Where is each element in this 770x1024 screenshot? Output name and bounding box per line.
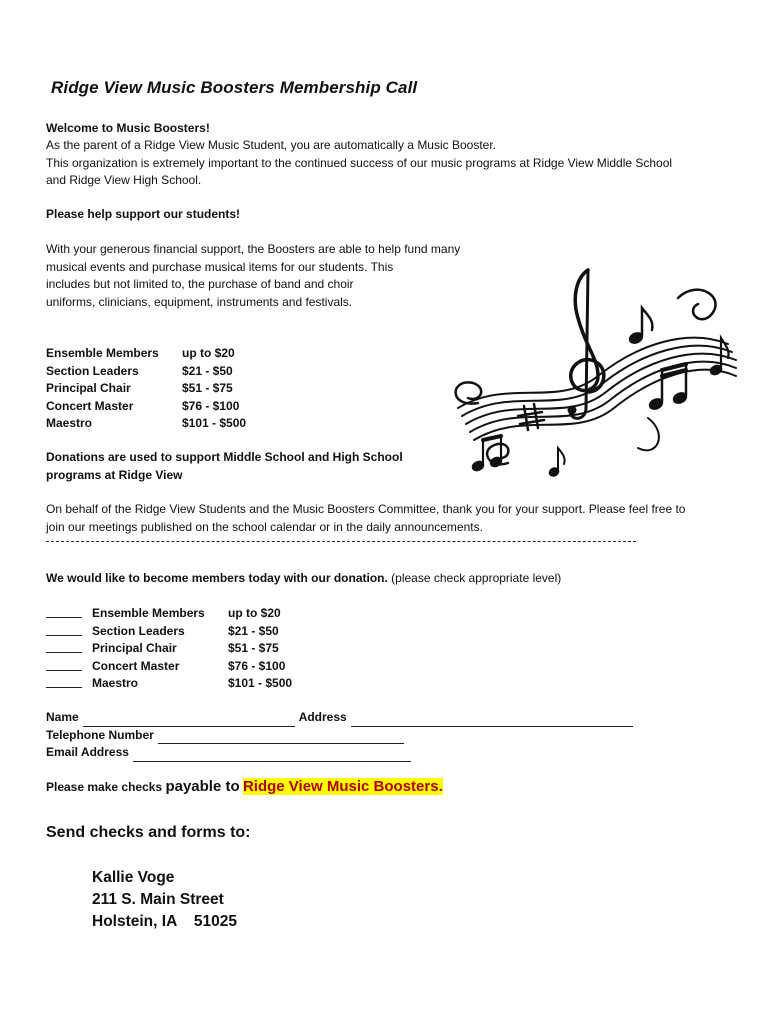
email-row	[46, 744, 637, 762]
checklist-level-name: Section Leaders	[92, 623, 185, 638]
address-label: Address	[298, 710, 347, 724]
name-field[interactable]	[83, 714, 295, 727]
page-title: Ridge View Music Boosters Membership Call	[51, 78, 418, 97]
checklist-row	[46, 658, 292, 676]
name-label: Name	[46, 710, 79, 724]
donations-line: Donations are used to support Middle School and High School	[46, 450, 403, 464]
thanks-text	[46, 501, 736, 536]
checks-payable-text: payable to	[165, 778, 240, 795]
welcome-line: This organization is extremely important to the continued success of our music programs at Ridge View Middle School	[46, 155, 673, 170]
checks-payable-note	[46, 778, 443, 795]
checkbox-blank[interactable]	[46, 605, 82, 618]
level-amount: $51 - $75	[182, 381, 233, 395]
mailing-address	[92, 867, 237, 933]
level-name: Concert Master	[46, 398, 134, 413]
level-row	[46, 380, 246, 398]
send-heading: Send checks and forms to:	[46, 824, 251, 841]
level-row	[46, 415, 246, 433]
support-line: With your generous financial support, the Boosters are able to help fund many	[46, 242, 461, 256]
checklist-row	[46, 605, 292, 623]
support-text	[46, 241, 506, 311]
welcome-text	[46, 137, 736, 190]
level-name: Ensemble Members	[46, 346, 159, 360]
level-row	[46, 363, 246, 381]
address-name: Kallie Voge	[92, 869, 175, 886]
checks-payee-highlight: Ridge View Music Boosters.	[242, 778, 443, 795]
support-line: musical events and purchase musical items for our students. This	[46, 259, 394, 274]
checkbox-blank[interactable]	[46, 658, 82, 671]
checklist-level-amount: $76 - $100	[228, 658, 286, 673]
checklist-level-amount: $101 - $500	[228, 676, 293, 690]
checklist-level-amount: $21 - $50	[228, 623, 279, 638]
email-field[interactable]	[133, 749, 411, 762]
welcome-line: As the parent of a Ridge View Music Student, you are automatically a Music Booster.	[46, 138, 497, 152]
checklist-level-name: Concert Master	[92, 658, 180, 673]
checklist-row	[46, 675, 292, 693]
level-amount: up to $20	[182, 346, 235, 360]
welcome-line: and Ridge View High School.	[46, 173, 202, 187]
checklist-row	[46, 623, 292, 641]
email-label: Email Address	[46, 745, 129, 759]
level-name: Principal Chair	[46, 381, 131, 395]
address-street: 211 S. Main Street	[92, 891, 224, 908]
level-amount: $101 - $500	[182, 416, 247, 430]
checklist-level-amount: $51 - $75	[228, 641, 279, 655]
telephone-field[interactable]	[158, 731, 404, 744]
level-row	[46, 345, 246, 363]
checkbox-blank[interactable]	[46, 623, 82, 636]
contact-fields	[46, 709, 637, 762]
level-name: Maestro	[46, 416, 93, 430]
form-heading-text: We would like to become members today with our donation.	[46, 571, 388, 585]
thanks-line: On behalf of the Ridge View Students and the Music Boosters Committee, thank you for your support. Please feel free to	[46, 502, 686, 516]
music-notes-icon	[448, 258, 738, 480]
form-heading-note: (please check appropriate level)	[391, 571, 562, 585]
telephone-label: Telephone Number	[46, 727, 154, 742]
level-amount: $21 - $50	[182, 363, 233, 378]
telephone-row	[46, 727, 637, 745]
level-name: Section Leaders	[46, 363, 139, 378]
cut-line-divider	[46, 541, 636, 542]
level-checklist	[46, 605, 292, 693]
donations-note	[46, 449, 506, 484]
thanks-line: join our meetings published on the school calendar or in the daily announcements.	[46, 519, 483, 534]
support-heading: Please help support our students!	[46, 207, 241, 221]
address-field[interactable]	[351, 714, 633, 727]
donations-line: programs at Ridge View	[46, 467, 183, 482]
address-city: Holstein, IA 51025	[92, 913, 238, 930]
support-line: includes but not limited to, the purchase of band and choir	[46, 277, 354, 291]
checks-prefix: Please make checks	[46, 780, 163, 794]
checkbox-blank[interactable]	[46, 675, 82, 688]
checklist-level-name: Principal Chair	[92, 641, 177, 655]
support-line: uniforms, clinicians, equipment, instruments and festivals.	[46, 294, 353, 309]
membership-levels	[46, 345, 246, 433]
level-amount: $76 - $100	[182, 398, 240, 413]
checkbox-blank[interactable]	[46, 640, 82, 653]
checklist-level-name: Maestro	[92, 676, 139, 690]
name-address-row	[46, 709, 637, 727]
checklist-level-amount: up to $20	[228, 606, 281, 620]
level-row	[46, 398, 246, 416]
checklist-level-name: Ensemble Members	[92, 606, 205, 620]
checklist-row	[46, 640, 292, 658]
form-heading	[46, 570, 561, 588]
welcome-heading: Welcome to Music Boosters!	[46, 121, 210, 135]
